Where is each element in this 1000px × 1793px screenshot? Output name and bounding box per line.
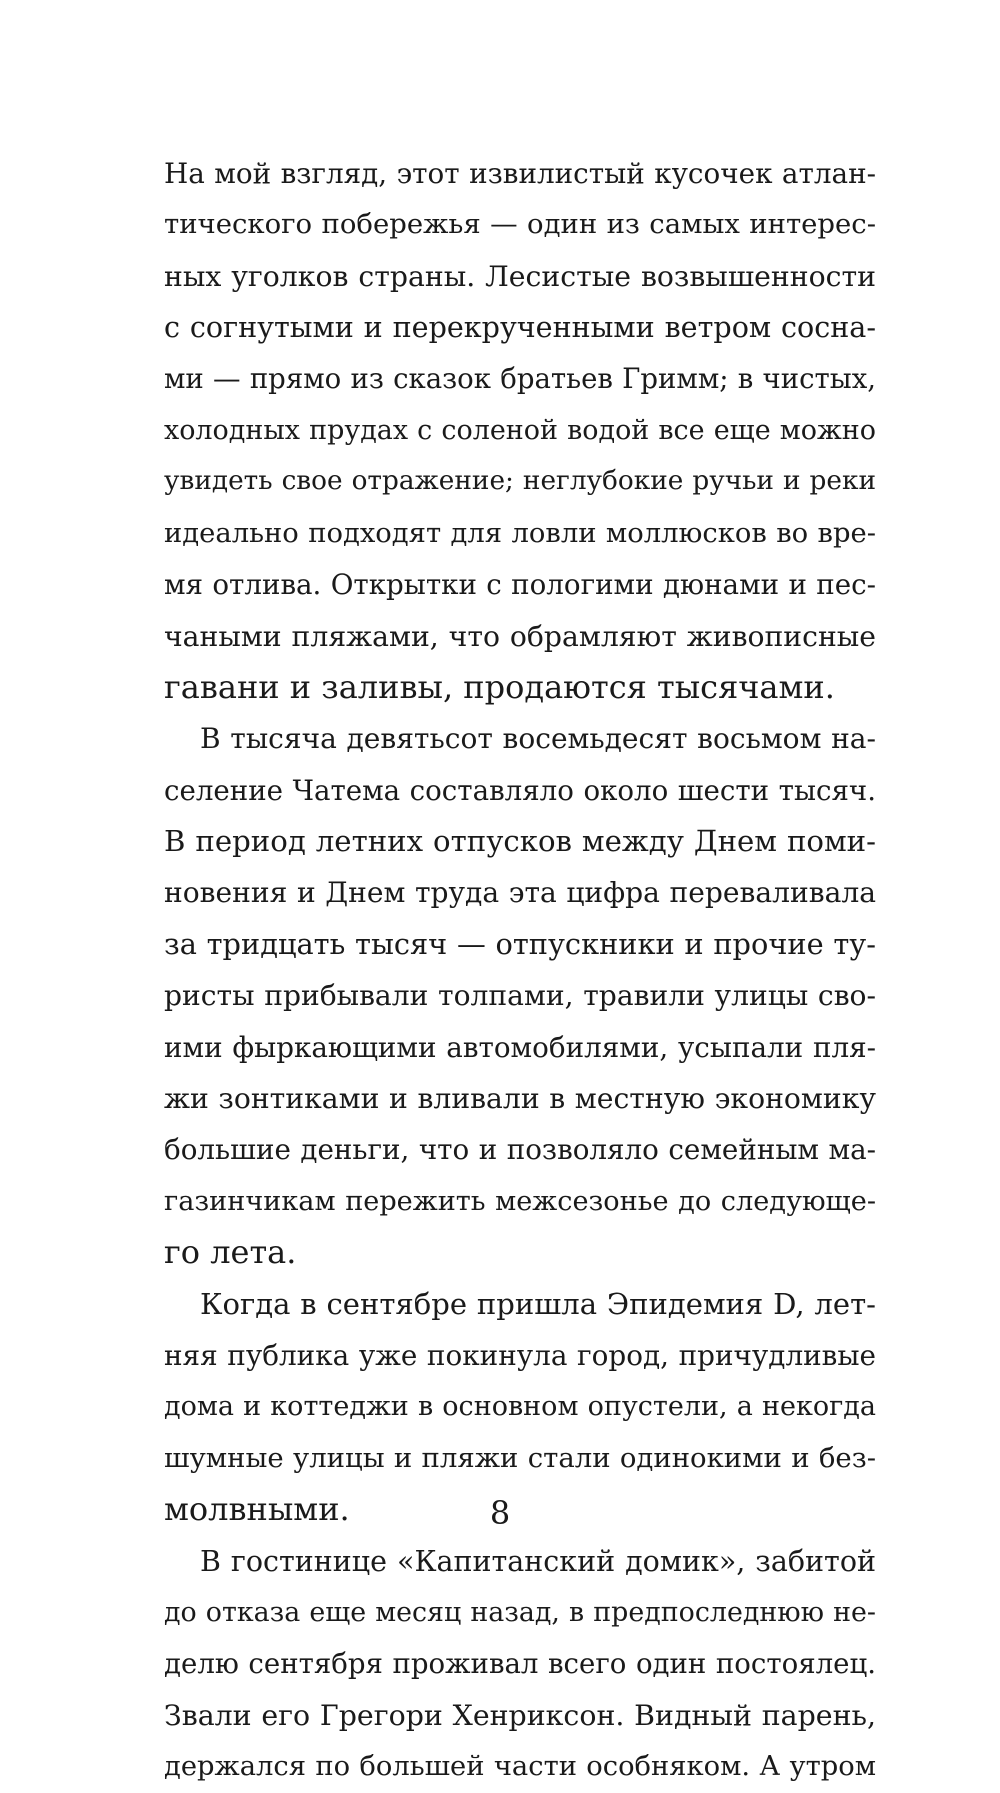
text-line-22: го лета. [164, 1233, 297, 1272]
text-line-12: В тысяча девятьсот восемьдесят восьмом на- [200, 722, 876, 756]
text-line-2: тического побережья — один из самых интерес- [164, 208, 876, 241]
text-line-29: до отказа еще месяц назад, в предпоследнюю не- [164, 1596, 876, 1628]
text-line-1: На мой взгляд, этот извилистый кусочек атлан- [164, 157, 876, 190]
text-line-26: шумные улицы и пляжи стали одинокими и без- [164, 1441, 876, 1474]
text-line-27: молвными. [164, 1490, 350, 1529]
text-line-10: чаными пляжами, что обрамляют живописные [164, 619, 876, 653]
page-number: 8 [489, 1494, 511, 1532]
text-line-8: идеально подходят для ловли моллюсков во вре- [164, 517, 876, 549]
text-line-5: ми — прямо из сказок братьев Гримм; в чистых, [164, 362, 876, 395]
text-line-4: с согнутыми и перекрученными ветром сосна- [164, 310, 876, 345]
text-line-14: В период летних отпусков между Днем поми- [164, 824, 876, 859]
text-line-28: В гостинице «Капитанский домик», забитой [200, 1544, 876, 1578]
text-line-13: селение Чатема составляло около шести тысяч. [164, 773, 876, 807]
text-line-25: дома и коттеджи в основном опустели, а некогда [164, 1391, 876, 1423]
text-line-24: няя публика уже покинула город, причудливые [164, 1338, 876, 1372]
body-text [164, 148, 876, 1793]
text-line-23: Когда в сентябре пришла Эпидемия D, лет- [200, 1286, 876, 1321]
text-line-30: делю сентября проживал всего один постоялец. [164, 1647, 876, 1681]
text-line-21: газинчикам пережить межсезонье до следующе- [164, 1185, 876, 1217]
text-line-18: ими фыркающими автомобилями, усыпали пля- [164, 1030, 876, 1064]
text-line-32: держался по большей части особняком. А утром [164, 1751, 876, 1783]
text-line-7: увидеть свое отражение; неглубокие ручьи и реки [164, 466, 876, 497]
text-line-20: большие деньги, что и позволяло семейным ма- [164, 1133, 876, 1167]
text-line-9: мя отлива. Открытки с пологими дюнами и пес- [164, 568, 876, 602]
text-line-11: гавани и заливы, продаются тысячами. [164, 667, 835, 706]
text-line-19: жи зонтиками и вливали в местную экономику [164, 1082, 876, 1116]
text-line-17: ристы прибывали толпами, травили улицы сво- [164, 979, 876, 1013]
text-line-6: холодных прудах с соленой водой все еще можно [164, 414, 876, 446]
text-line-15: новения и Днем труда эта цифра переваливала [164, 876, 876, 910]
text-line-31: Звали его Грегори Хенриксон. Видный парень, [164, 1698, 876, 1732]
text-line-16: за тридцать тысяч — отпускники и прочие ту- [164, 926, 876, 961]
text-line-3: ных уголков страны. Лесистые возвышенности [164, 259, 876, 293]
